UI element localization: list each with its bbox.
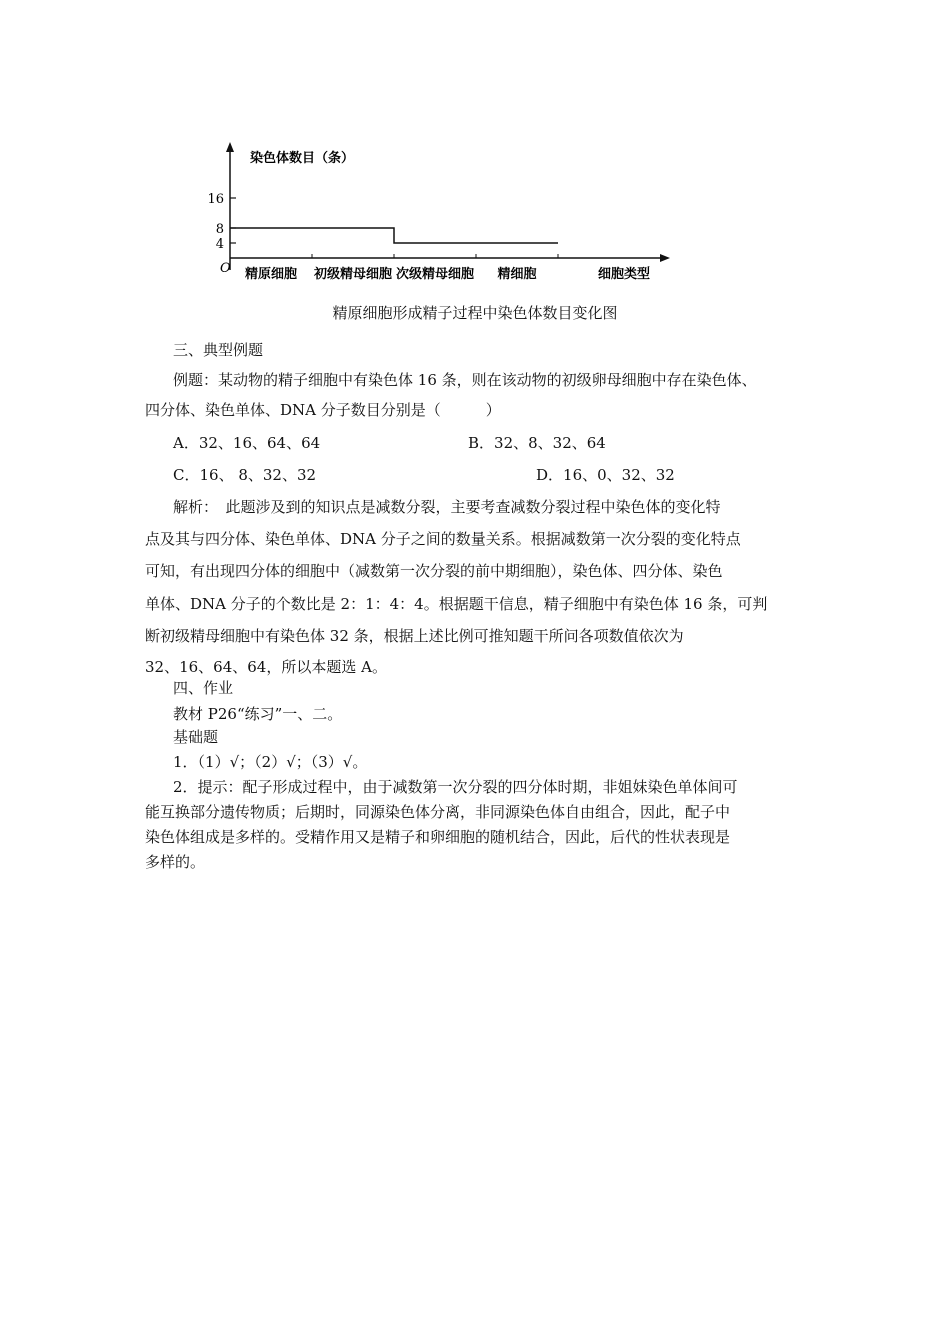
analysis-line-6: 32、16、64、64，所以本题选 A。 [145, 658, 387, 676]
analysis-line-1: 解析： 此题涉及到的知识点是减数分裂，主要考查减数分裂过程中染色体的变化特 [173, 498, 721, 516]
x-category-label: 次级精母细胞 [395, 267, 475, 282]
chromosome-count-line [230, 228, 558, 243]
origin-label: O [220, 261, 231, 276]
section-four-title: 四、作业 [173, 679, 234, 697]
x-category-label: 精原细胞 [244, 267, 298, 282]
option-c: C．16、 8、32、32 [173, 466, 317, 484]
x-axis-arrow [660, 254, 670, 262]
option-d: D．16、0、32、32 [536, 466, 675, 484]
y-axis-label: 染色体数目（条） [250, 151, 355, 166]
analysis-line-2: 点及其与四分体、染色单体、DNA 分子之间的数量关系。根据减数第一次分裂的变化特点 [145, 530, 741, 548]
example-line-2: 四分体、染色单体、DNA 分子数目分别是（ ） [145, 401, 501, 419]
example-line-1: 例题：某动物的精子细胞中有染色体 16 条，则在该动物的初级卵母细胞中存在染色体、 [173, 371, 757, 389]
homework-answer-1: 1．（1）√；（2）√；（3）√。 [173, 753, 368, 771]
homework-answer-2-line-1: 2．提示：配子形成过程中，由于减数第一次分裂的四分体时期，非姐妹染色单体间可 [173, 778, 738, 796]
homework-answer-2-line-3: 染色体组成是多样的。受精作用又是精子和卵细胞的随机结合，因此，后代的性状表现是 [145, 828, 731, 846]
homework-answer-2-line-4: 多样的。 [145, 853, 206, 871]
homework-answer-2-line-2: 能互换部分遗传物质；后期时，同源染色体分离，非同源染色体自由组合，因此，配子中 [145, 803, 731, 821]
analysis-line-5: 断初级精母细胞中有染色体 32 条，根据上述比例可推知题干所问各项数值依次为 [145, 627, 684, 645]
homework-textbook: 教材 P26“练习”一、二。 [173, 705, 343, 723]
option-a: A．32、16、64、64 [173, 434, 321, 452]
chart-caption: 精原细胞形成精子过程中染色体数目变化图 [332, 304, 618, 322]
x-category-label: 初级精母细胞 [313, 267, 393, 282]
y-axis-arrow [226, 142, 234, 152]
x-axis-label: 细胞类型 [598, 267, 651, 282]
y-tick-label: 8 [215, 222, 224, 237]
homework-basic-title: 基础题 [173, 728, 219, 746]
x-category-label: 精细胞 [497, 267, 537, 282]
y-tick-label: 4 [215, 237, 224, 252]
analysis-line-3: 可知，有出现四分体的细胞中（减数第一次分裂的前中期细胞），染色体、四分体、染色 [145, 562, 723, 580]
section-three-title: 三、典型例题 [173, 341, 264, 359]
chromosome-chart [200, 140, 680, 290]
analysis-line-4: 单体、DNA 分子的个数比是 2：1：4：4。根据题干信息，精子细胞中有染色体 16 条，可判 [145, 595, 768, 613]
option-b: B．32、8、32、64 [468, 434, 606, 452]
y-tick-label: 16 [207, 192, 224, 207]
